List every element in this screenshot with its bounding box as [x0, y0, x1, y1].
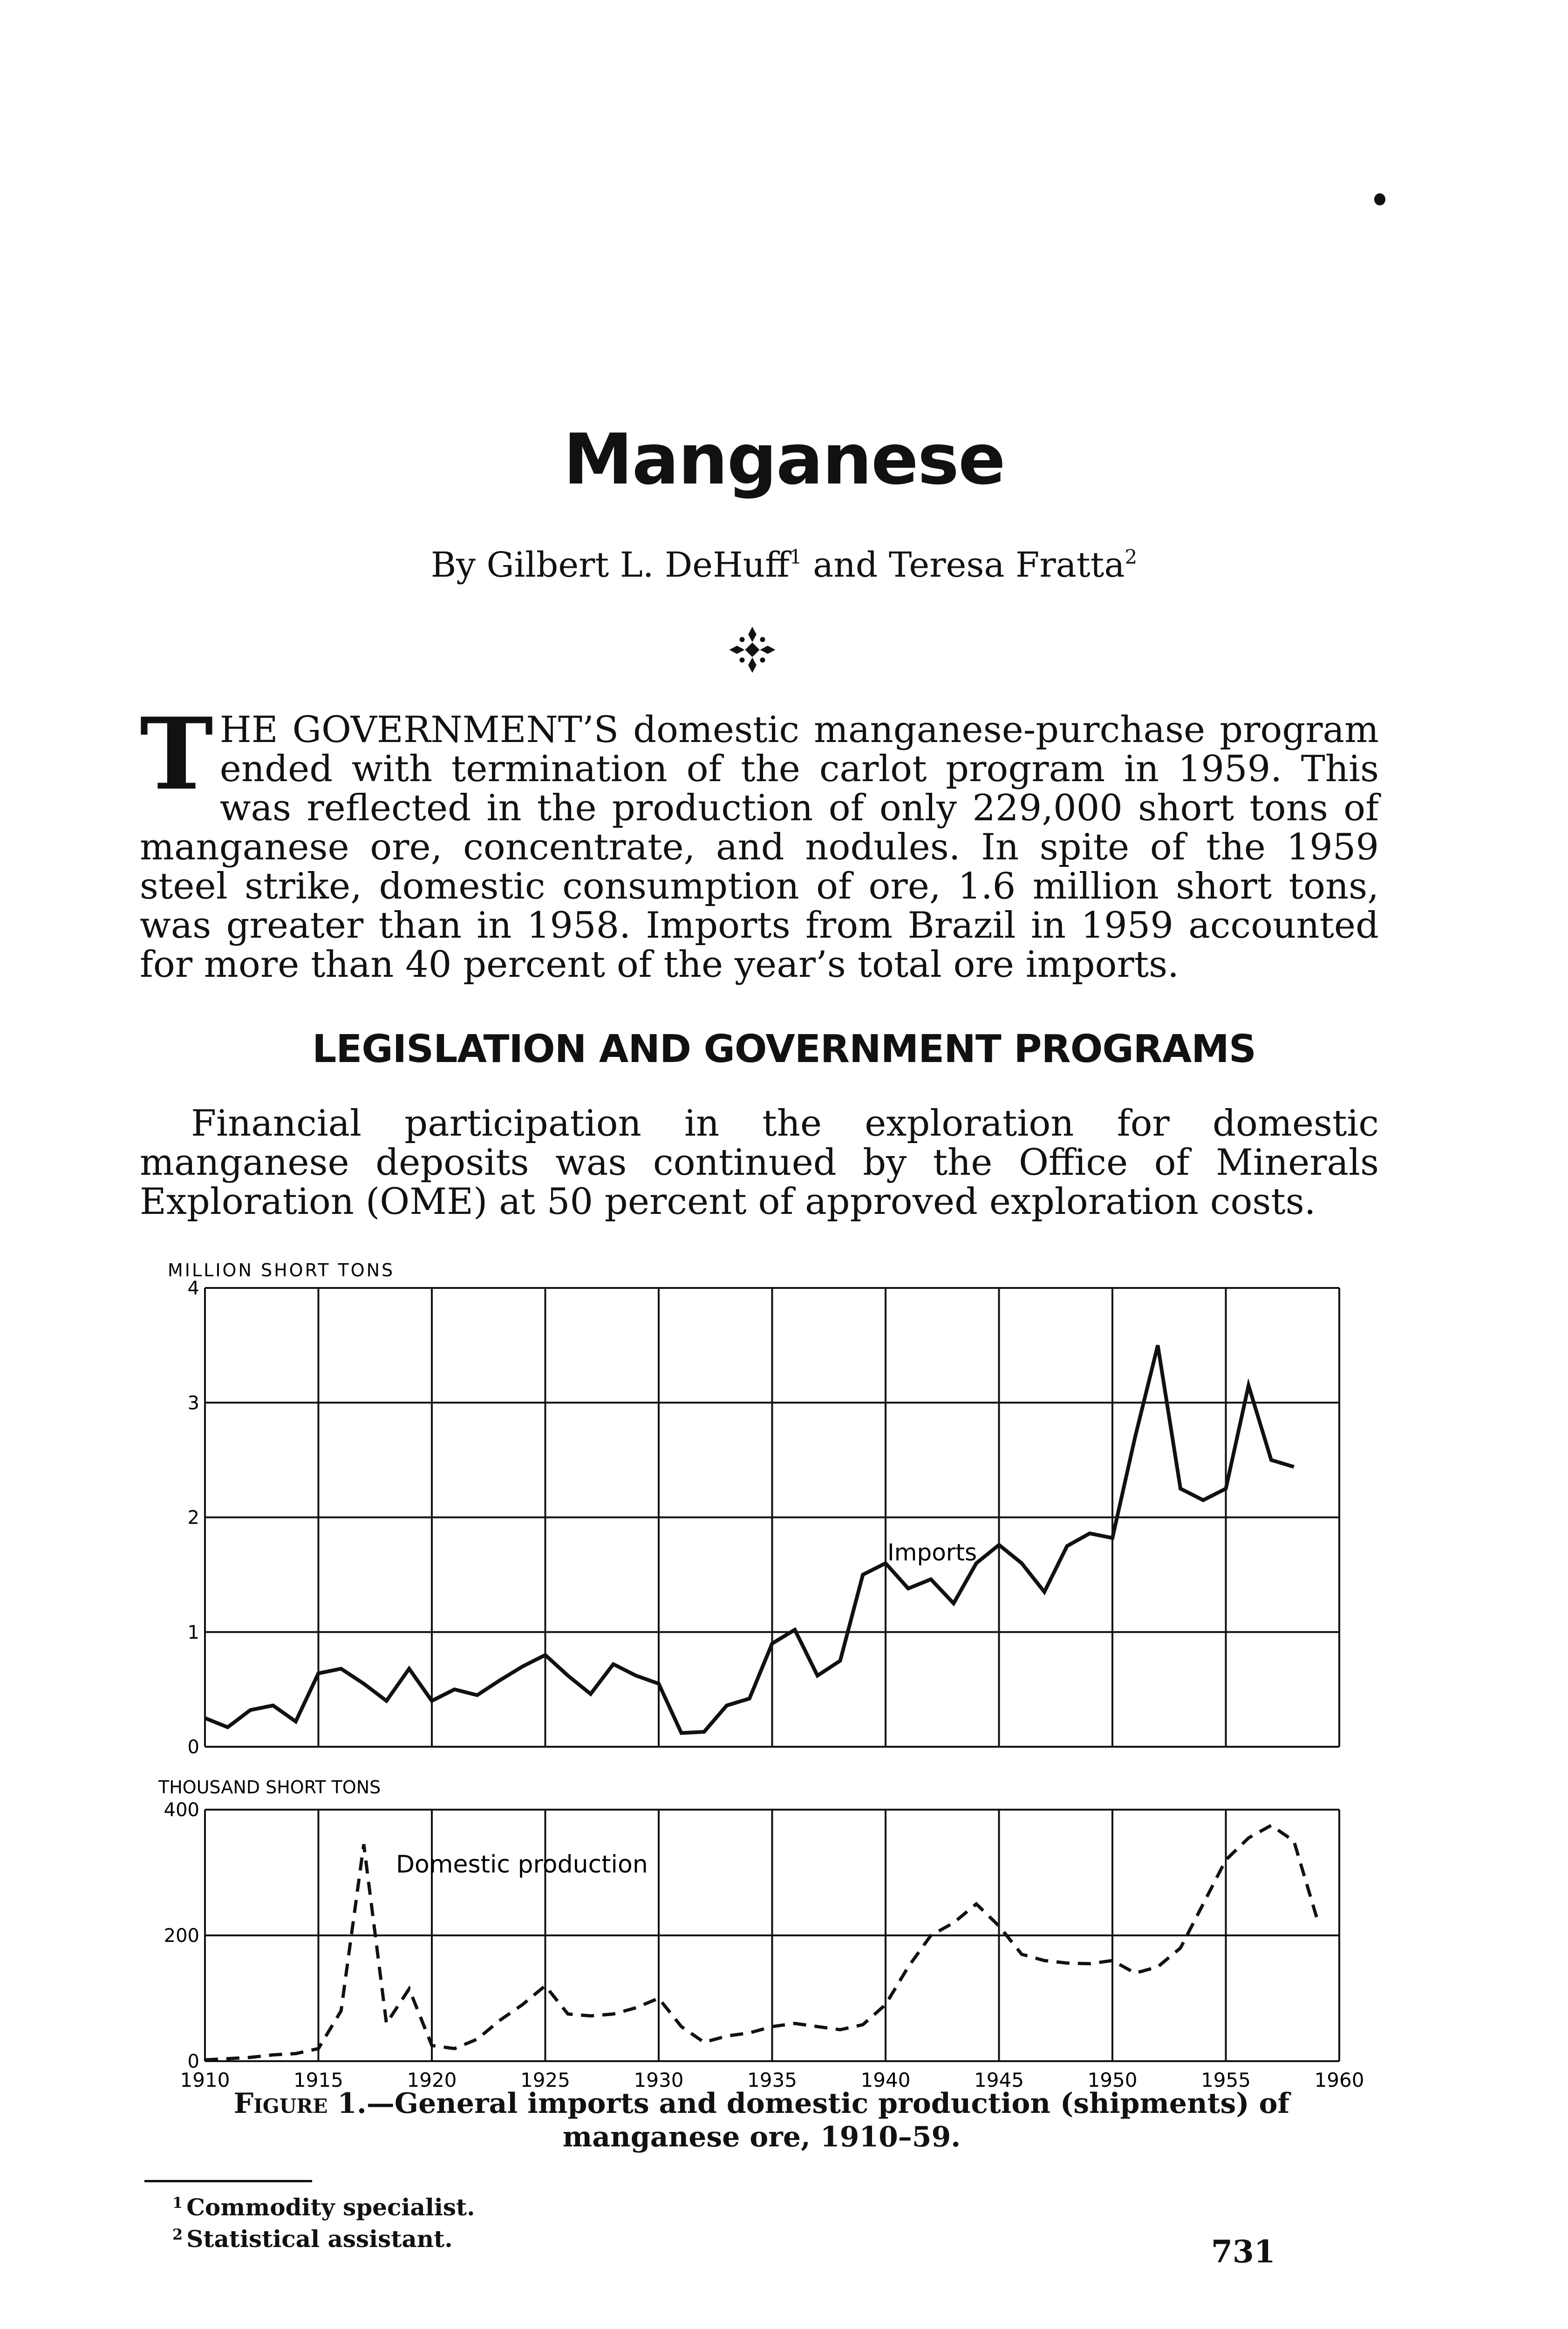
x-tick-label: 1935	[747, 2069, 797, 2091]
x-tick-label: 1915	[293, 2069, 343, 2091]
grid-imports	[205, 1288, 1339, 1747]
byline	[0, 545, 1568, 585]
ornament-icon	[727, 624, 778, 675]
x-tick-label: 1945	[974, 2069, 1024, 2091]
y-tick-label-imports: 4	[187, 1278, 199, 1299]
page-number: 731	[1211, 2234, 1275, 2270]
page-mark-dot	[1374, 193, 1385, 205]
author-2: Teresa Fratta	[888, 545, 1125, 585]
domestic-series-line	[205, 1825, 1316, 2060]
intro-text: HE GOVERNMENT’S domestic manganese-purchase program ended with termination of the carlot program in 1959. This was reflected in the production of only 229,000 short tons of manganese ore, concentrate, and nodules. In spite of the 1959 steel strike, domestic consumption of ore, 1.6 million short tons, was greater than in 1958. Imports from Brazil in 1959 accounted for more than 40 percent of the year’s total ore imports.	[140, 709, 1379, 986]
figure-caption-text: —General imports and domestic production (shipments) of manganese ore, 1910–59.	[366, 2087, 1290, 2153]
x-tick-label: 1930	[634, 2069, 684, 2091]
x-tick-label: 1920	[407, 2069, 457, 2091]
y-tick-label-imports: 2	[187, 1507, 199, 1529]
y-ticks-domestic	[164, 1799, 199, 2072]
byline-prefix: By	[430, 545, 476, 585]
y-tick-label-domestic: 200	[164, 1925, 199, 1947]
y-tick-label-domestic: 0	[187, 2051, 199, 2072]
x-tick-label: 1940	[860, 2069, 911, 2091]
intro-paragraph	[140, 696, 1379, 986]
domestic-series-label: Domestic production	[396, 1851, 648, 1879]
figure-label: Figure 1.	[233, 2087, 367, 2120]
footnote-ref-1: 1	[789, 545, 802, 568]
figure-caption	[144, 2087, 1379, 2154]
x-tick-label: 1955	[1201, 2069, 1251, 2091]
y-tick-label-imports: 0	[187, 1737, 199, 1758]
figure-chart	[140, 1253, 1364, 2091]
footnote-2: $^2$ Statistical assistant.	[172, 2225, 453, 2253]
section-paragraph: Financial participation in the exploration for domestic manganese deposits was continued by the Office of Minerals Exploration (OME) at 50 percent of approved exploration costs.	[140, 1103, 1379, 1223]
y-tick-label-domestic: 400	[164, 1799, 199, 1821]
y-tick-label-imports: 3	[187, 1392, 199, 1414]
drop-cap: T	[140, 696, 213, 812]
author-1: Gilbert L. DeHuff	[486, 545, 790, 585]
x-tick-label: 1910	[180, 2069, 230, 2091]
footnote-rule	[144, 2180, 312, 2182]
page-title: Manganese	[563, 419, 1005, 500]
y-tick-label-imports: 1	[187, 1621, 199, 1643]
footnote-ref-2: 2	[1125, 545, 1138, 568]
footnotes	[172, 2189, 475, 2253]
footnote-1: $^1$ Commodity specialist.	[172, 2193, 475, 2221]
y-axis-label-imports: MILLION SHORT TONS	[168, 1260, 395, 1280]
x-tick-label: 1950	[1087, 2069, 1138, 2091]
y-axis-label-domestic: THOUSAND SHORT TONS	[158, 1777, 381, 1798]
y-ticks-imports	[188, 1278, 199, 1758]
x-tick-label: 1925	[520, 2069, 570, 2091]
section-heading: LEGISLATION AND GOVERNMENT PROGRAMS	[312, 1027, 1256, 1071]
byline-and: and	[813, 545, 878, 585]
imports-series-label: Imports	[887, 1539, 977, 1566]
x-tick-label: 1960	[1314, 2069, 1364, 2091]
